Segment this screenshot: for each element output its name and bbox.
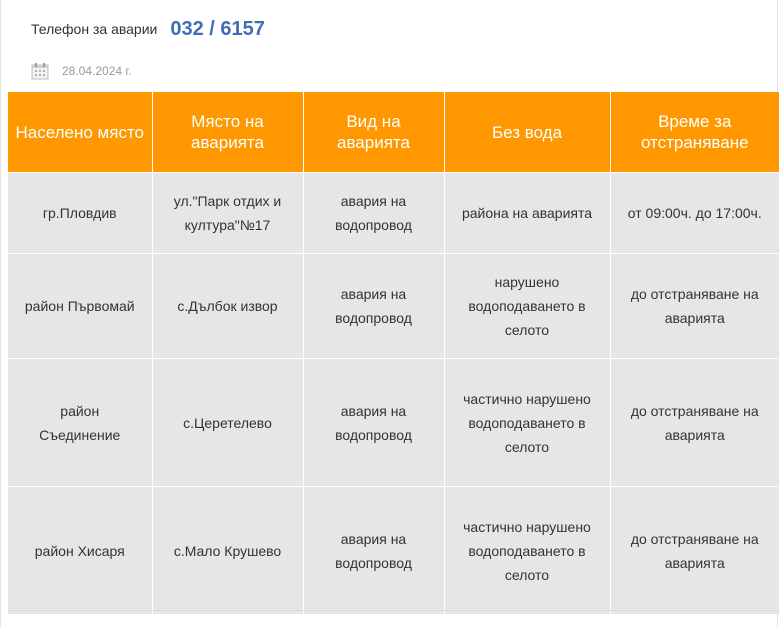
phone-label: Телефон за аварии <box>31 21 158 37</box>
cell-location: с.Мало Крушево <box>152 487 303 615</box>
column-header-type: Вид на аварията <box>303 92 444 173</box>
column-header-no-water: Без вода <box>444 92 610 173</box>
column-header-settlement: Населено място <box>8 92 152 173</box>
phone-number[interactable]: 032 / 6157 <box>170 17 265 40</box>
table-row <box>8 173 779 254</box>
outage-table <box>8 92 779 614</box>
cell-repair-time: до отстраняване на аварията <box>610 359 779 487</box>
cell-settlement: гр.Пловдив <box>8 173 152 254</box>
cell-settlement: район Хисаря <box>8 487 152 615</box>
cell-repair-time: от 09:00ч. до 17:00ч. <box>610 173 779 254</box>
divider <box>8 610 779 611</box>
cell-no-water: района на аварията <box>444 173 610 254</box>
cell-location: с.Церетелево <box>152 359 303 487</box>
cell-no-water: нарушено водоподаването в селото <box>444 254 610 359</box>
table-row <box>8 254 779 359</box>
table-row <box>8 487 779 615</box>
cell-settlement: район Първомай <box>8 254 152 359</box>
emergency-phone <box>31 14 265 44</box>
cell-type: авария на водопровод <box>303 487 444 615</box>
cell-no-water: частично нарушено водоподаването в селото <box>444 359 610 487</box>
cell-location: с.Дълбок извор <box>152 254 303 359</box>
table-row <box>8 359 779 487</box>
cell-type: авария на водопровод <box>303 254 444 359</box>
cell-type: авария на водопровод <box>303 359 444 487</box>
cell-type: авария на водопровод <box>303 173 444 254</box>
cell-location: ул."Парк отдих и култура"№17 <box>152 173 303 254</box>
column-header-repair-time: Време за отстраняване <box>610 92 779 173</box>
cell-repair-time: до отстраняване на аварията <box>610 254 779 359</box>
column-header-location: Място на аварията <box>152 92 303 173</box>
cell-settlement: район Съединение <box>8 359 152 487</box>
cell-no-water: частично нарушено водоподаването в селото <box>444 487 610 615</box>
cell-repair-time: до отстраняване на аварията <box>610 487 779 615</box>
calendar-icon <box>31 62 49 80</box>
publish-date <box>31 60 132 82</box>
date-text: 28.04.2024 г. <box>62 64 132 78</box>
table-header-row <box>8 92 779 173</box>
